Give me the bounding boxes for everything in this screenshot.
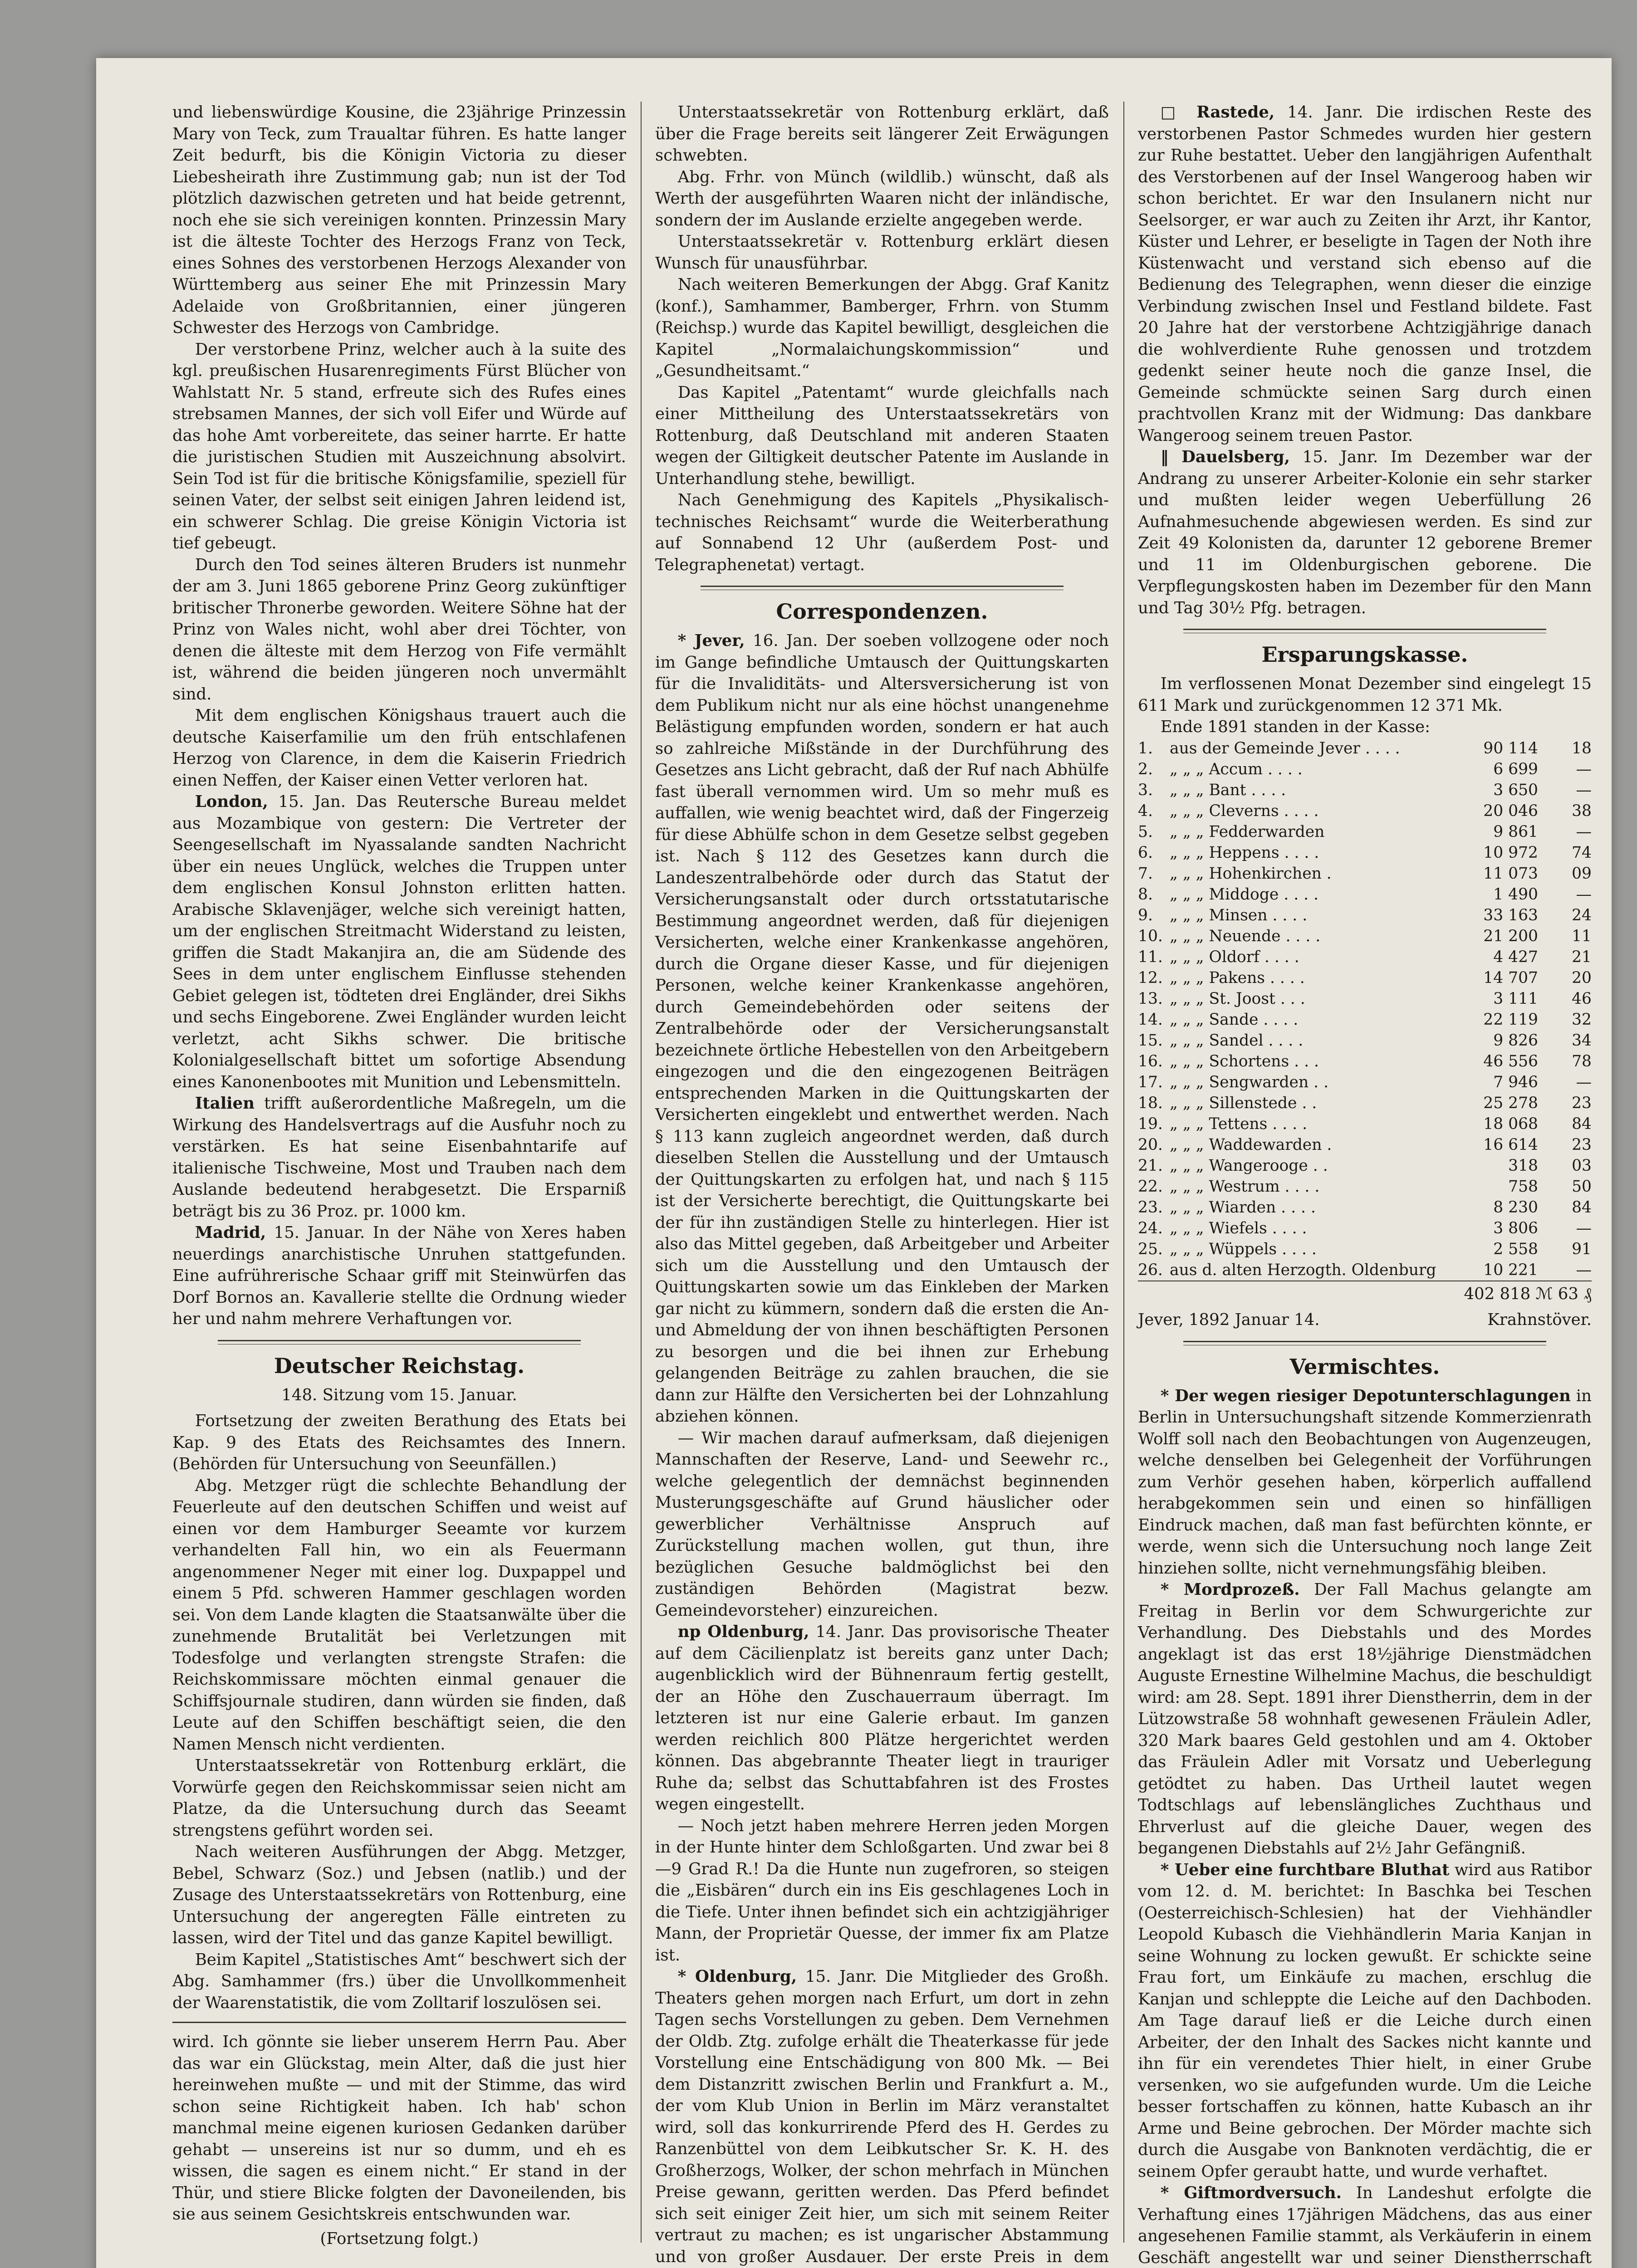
article-text: 16. Jan. Der soeben vollzogene oder noch im Gange befindliche Umtausch der Quittungskarten für die Invaliditäts- und Altersversicherung ist von dem Publikum nicht nur als eine höchst unangenehme Belästigung empfunden worden, sondern er hat auch so zahlreiche Mißstände in der Durchführung des Gesetzes ans Licht gebracht, daß der Ruf nach Abhülfe fast überall vernommen wird. Um so mehr muß es auffallen, wie wenig beachtet wird, daß der Fingerzeig für diese Abhülfe schon in dem Gesetze selbst gegeben ist. Nach § 112 des Gesetzes kann durch die Landeszentralbehörde oder durch das Statut der Versicherungsanstalt oder durch ortsstatutarische Bestimmung angeordnet werden, daß für diejenigen Versicherten, welche einer Krankenkasse angehören, durch die Organe dieser Kasse, und für diejenigen Personen, welche keiner Krankenkasse angehören, durch Gemeindebehörden oder seitens der Zentralbehörde oder der Versicherungsanstalt bezeichnete örtliche Hebestellen von den Arbeitgebern eingezogen und die den eingezogenen Beiträgen entsprechenden Marken in die Quittungskarten der Versicherten eingeklebt und entwerthet werden. Nach § 113 kann zugleich angeordnet werden, daß durch dieselben Stellen die Ausstellung und der Umtausch der Quittungskarten zu erfolgen hat, und nach § 115 ist der Versicherte berechtigt, die Quittungskarte bei der für ihn zuständigen Stelle zu hinterlegen. Hier ist also das Mittel gegeben, daß Arbeitgeber und Arbeiter sich um die Ausstellung und den Umtausch der Quittungskarten sowie um das Einkleben der Marken gar nicht zu kümmern, sondern daß die ersten die An- und Abmeldung der von ihnen beschäftigten Personen zu besorgen und die bei ihnen zur Erhebung gelangenden Beiträge zu zahlen brauchen, die sie dann zur Hälfte den Versicherten bei der Lohnzahlung abziehen können. [655,631,1109,1426]
column-rule [641,102,642,2243]
article-giftmord [1138,2182,1592,2268]
table-row [1138,1009,1592,1030]
signature-line [1138,1309,1592,1331]
table-cell-n: 8. [1138,885,1153,904]
dateline-keyword: ‖ Dauelsberg, [1160,448,1290,466]
table-cell-name: „ „ „ Sillenstede . . [1170,1094,1317,1112]
table-cell-amt: 46 556 [1483,1052,1538,1070]
dateline-keyword: np Oldenburg, [677,1623,809,1641]
table-cell-amt: 25 278 [1483,1094,1538,1112]
table-row [1138,842,1592,863]
article-oldenburg-2 [655,1966,1109,2268]
table-row [1138,988,1592,1009]
paragraph: Unterstaatssekretär von Rottenburg erklärt, daß über die Frage bereits seit längerer Zeit Erwägungen schwebten. [655,103,1109,165]
savings-table [1138,738,1592,1281]
table-cell-amt: 3 806 [1493,1219,1538,1237]
table-cell-pf: 09 [1572,864,1592,883]
table-cell-pf: — [1576,885,1592,904]
table-cell-amt: 20 046 [1483,802,1538,820]
table-cell-name: „ „ „ St. Joost . . . [1170,989,1305,1008]
table-cell-amt: 7 946 [1493,1073,1538,1091]
paragraph: Abg. Frhr. von Münch (wildlib.) wünscht, daß als Werth der ausgeführten Waaren nicht der inländische, sondern der im Auslande erzielte angegeben werde. [655,167,1109,230]
paragraph: Nach weiteren Ausführungen der Abgg. Metzger, Bebel, Schwarz (Soz.) und Jebsen (natlib.) und der Zusage des Unterstaatssekretärs von Rottenburg, eine Untersuchung der angeregten Fälle eintreten zu lassen, wird der Titel und das ganze Kapitel bewilligt. [172,1843,626,1947]
table-cell-amt: 758 [1508,1177,1538,1196]
table-cell-n: 10. [1138,927,1163,945]
table-cell-name: „ „ „ Westrum . . . . [1170,1177,1320,1196]
article-text: Der Fall Machus gelangte am Freitag in Berlin vor dem Schwurgerichte zur Verhandlung. Des Diebstahls und des Mordes angeklagt ist das erst 18½jährige Dienstmädchen Auguste Ernestine Wilhelmine Machus, die beschuldigt wird: am 28. Sept. 1891 ihrer Dienstherrin, dem in der Lützowstraße 58 wohnhaft gewesenen Fräulein Adler, 320 Mark baares Geld gestohlen und am 4. Oktober das Fräulein Adler mit Vorsatz und Ueberlegung getödtet zu haben. Das Urtheil lautet wegen Todtschlags auf lebenslängliches Zuchthaus und Ehrverlust auf die gleiche Dauer, wegen des begangenen Diebstahls auf 2½ Jahr Gefängniß. [1138,1580,1592,1857]
table-cell-amt: 4 427 [1493,948,1538,966]
article-rastede [1138,102,1592,446]
table-cell-pf: 23 [1572,1094,1592,1112]
table-cell-pf: 78 [1572,1052,1592,1070]
table-cell-name: „ „ „ Wiefels . . . . [1170,1219,1307,1237]
table-cell-name: „ „ „ Hohenkirchen . [1170,864,1332,883]
article-text: 14. Janr. Die irdischen Reste des verstorbenen Pastor Schmedes wurden hier gestern zur Ruhe bestattet. Ueber den langjährigen Aufenthalt des Verstorbenen auf der Insel Wangeroog haben wir schon berichtet. Er war den Insulanern nicht nur Seelsorger, er war auch zu Zeiten ihr Arzt, ihr Kantor, Küster und Lehrer, er beseligte in Tagen der Noth ihre Küstenwacht und verstand sich ebenso auf die Bedienung des Telegraphen, wenn dieser die einzige Verbindung zwischen Insel und Festland bildete. Fast 20 Jahre hat der verstorbene Achtzigjährige danach die wohlverdiente Ruhe genossen und trotzdem gedenkt seiner heute noch die ganze Insel, die Gemeinde schmückte seinen Sarg durch einen prachtvollen Kranz mit der Widmung: Das dankbare Wangeroog seinem treuen Pastor. [1138,103,1592,445]
table-cell-n: 17. [1138,1073,1163,1091]
table-cell-pf: 84 [1572,1198,1592,1217]
table-row [1138,759,1592,780]
table-cell-amt: 10 972 [1483,843,1538,862]
table-cell-n: 5. [1138,822,1153,841]
table-cell-amt: 22 119 [1483,1010,1538,1029]
table-cell-amt: 90 114 [1483,739,1538,758]
table-cell-name: „ „ „ Pakens . . . . [1170,968,1305,987]
table-cell-name: „ „ „ Wiarden . . . . [1170,1198,1316,1217]
table-cell-pf: — [1576,1073,1592,1091]
table-row [1138,1155,1592,1176]
article-london [172,791,626,1093]
table-row [1138,905,1592,926]
table-cell-pf: 20 [1572,968,1592,987]
section-heading-vermischtes: Vermischtes. [1289,1354,1440,1379]
column-rule [1123,102,1124,2243]
table-cell-pf: 11 [1572,927,1592,945]
section-divider [218,1340,581,1344]
table-cell-name: „ „ „ Sande . . . . [1170,1010,1299,1029]
table-row [1138,1114,1592,1134]
table-cell-amt: 11 073 [1483,864,1538,883]
dateline-keyword: London, [195,792,268,811]
table-cell-pf: 50 [1572,1177,1592,1196]
table-cell-n: 13. [1138,989,1163,1008]
paragraph: Abg. Metzger rügt die schlechte Behandlung der Feuerleute auf den deutschen Schiffen und weist auf einen vor dem Hamburger Seeamte vor kurzem verhandelten Fall hin, wo ein als Feuermann angenommener Neger mit einer log. Duxpappel und einem 5 Pfd. schweren Hammer geschlagen worden sei. Von dem Lande klagten die Staatsanwälte über die zunehmende Brutalität bei Verletzungen mit Todesfolge und verlangten strengste Strafen: die Reichskommissare möchten einmal genauer die Schiffsjournale studiren, dann würden sie finden, daß Leute auf den Schiffen beschäftigt seien, die den Namen Mensch nicht verdienten. [172,1476,626,1754]
table-cell-amt: 9 861 [1493,822,1538,841]
dateline-keyword: Madrid, [195,1223,266,1242]
table-row [1138,801,1592,821]
article-text: 14. Janr. Das provisorische Theater auf dem Cäcilienplatz ist bereits ganz unter Dach; augenblicklich wird der Bühnenraum fertig gestellt, der an Höhe den Zuschauerraum überragt. Im letzteren ist nur eine Galerie erbaut. Im ganzen werden reichlich 800 Plätze hergerichtet werden können. Das abgebrannte Theater liegt in trauriger Ruhe da; selbst das Schuttabfahren ist des Frostes wegen eingestellt. [655,1623,1109,1813]
section-divider [1183,629,1546,633]
table-row [1138,738,1592,759]
article-oldenburg [655,1621,1109,1815]
table-cell-n: 16. [1138,1052,1163,1070]
table-cell-name: „ „ „ Accum . . . . [1170,760,1303,778]
savings-total: 402 818 ℳ 63 ₰ [1138,1281,1592,1305]
table-cell-name: „ „ „ Minsen . . . . [1170,906,1308,924]
paragraph: Beim Kapitel „Statistisches Amt“ beschwert sich der Abg. Samhammer (frs.) über die Unvollkommenheit der Waarenstatistik, die vom Zolltarif loszulösen sei. [172,1950,626,2012]
table-cell-amt: 2 558 [1493,1240,1538,1258]
table-cell-amt: 33 163 [1483,906,1538,924]
table-cell-pf: 23 [1572,1135,1592,1154]
dateline-keyword: * Oldenburg, [677,1967,797,1986]
dateline-keyword: Italien [195,1094,255,1113]
table-row [1138,821,1592,842]
article-madrid [172,1222,626,1330]
table-cell-pf: 46 [1572,989,1592,1008]
table-row [1138,1260,1592,1281]
table-row [1138,1030,1592,1051]
table-cell-n: 25. [1138,1240,1163,1258]
table-cell-name: „ „ „ Neuende . . . . [1170,927,1321,945]
table-cell-amt: 16 614 [1483,1135,1538,1154]
table-cell-amt: 18 068 [1483,1114,1538,1133]
table-cell-pf: 38 [1572,802,1592,820]
feuilleton-text: wird. Ich gönnte sie lieber unserem Herrn Pau. Aber das war ein Glückstag, mein Alter, daß die just hier hereinwehen mußte — und mit der Stimme, das wird schon seine Richtigkeit haben. Ich hab' schon manchmal meine eigenen kuriosen Gedanken darüber gehabt — unsereins ist nur so dumm, und eh es wissen, die sagen es einem nicht.“ Er stand in der Thür, und stiere Blicke folgten der Davoneilenden, bis sie aus seinem Gesichtskreis entschwunden war. [172,2033,626,2224]
table-cell-amt: 318 [1508,1156,1538,1175]
article-text: 15. Jan. Das Reutersche Bureau meldet aus Mozambique von gestern: Die Vertreter der Seengesellschaft im Nyassalande sandten Nachricht über ein neues Unglück, welches die Truppen unter dem englischen Konsul Johnston erlitten hatten. Arabische Sklavenjäger, welche sich vereinigt hatten, um der englischen Streitmacht Widerstand zu leisten, griffen die Stadt Makanjira an, die am Südende des Sees in dem unter englischem Einflusse stehenden Gebiet gelegen ist, tödteten drei Engländer, drei Sikhs und sechs Eingeborene. Zwei Engländer wurden leicht verletzt, acht Sikhs schwer. Die britische Kolonialgesellschaft bittet um sofortige Absendung eines Kanonenbootes mit Munition und Lebensmitteln. [172,792,626,1091]
table-cell-n: 15. [1138,1031,1163,1050]
table-row [1138,1093,1592,1114]
table-cell-amt: 10 221 [1483,1261,1538,1279]
table-cell-pf: 24 [1572,906,1592,924]
table-cell-name: „ „ „ Waddewarden . [1170,1135,1332,1154]
table-cell-pf: 34 [1572,1031,1592,1050]
paragraph: — Wir machen darauf aufmerksam, daß diejenigen Mannschaften der Reserve, Land- und Seewehr rc., welche gelegentlich der demnächst beginnenden Musterungsgeschäfte auf Grund häuslicher oder gewerblicher Verhältnisse Anspruch auf Zurückstellung machen wollen, gut thun, ihre bezüglichen Gesuche baldmöglichst bei den zuständigen Behörden (Magistrat bezw. Gemeindevorsteher) einzureichen. [655,1428,1109,1620]
table-cell-pf: — [1576,822,1592,841]
table-cell-pf: — [1576,1219,1592,1237]
table-cell-n: 4. [1138,802,1153,820]
table-cell-name: „ „ „ Schortens . . . [1170,1052,1319,1070]
table-cell-name: aus d. alten Herzogth. Oldenburg [1170,1261,1436,1279]
table-cell-pf: 21 [1572,948,1592,966]
table-cell-n: 26. [1138,1261,1163,1279]
paragraph: Das Kapitel „Patentamt“ wurde gleichfalls nach einer Mittheilung des Unterstaatssekretärs von Rottenburg, daß Deutschland mit anderen Staaten wegen der Giltigkeit deutscher Patente im Auslande in Unterhandlung stehe, bewilligt. [655,383,1109,488]
section-heading-correspondenzen: Correspondenzen. [776,599,988,624]
paragraph: Durch den Tod seines älteren Bruders ist nunmehr der am 3. Juni 1865 geborene Prinz Georg zukünftiger britischer Thronerbe geworden. Weitere Söhne hat der Prinz von Wales nicht, wohl aber drei Töchter, von denen die älteste mit dem Herzog von Fife vermählt ist, während die beiden jüngeren noch unvermählt sind. [172,555,626,704]
table-row [1138,1218,1592,1239]
table-cell-name: „ „ „ Sengwarden . . [1170,1073,1329,1091]
article-mordprozess [1138,1579,1592,1859]
dateline-keyword: * Ueber eine furchtbare Bluthat [1160,1860,1450,1879]
table-cell-name: „ „ „ Cleverns . . . . [1170,802,1319,820]
article-text: 15. Janr. Im Dezember war der Andrang zu unserer Arbeiter-Kolonie ein sehr starker und mußten leider wegen Ueberfüllung 26 Aufnahmesuchende abgewiesen werden. Es sind zur Zeit 49 Kolonisten da, darunter 12 geborene Bremer und 11 im Oldenburgischen geborene. Die Verpflegungskosten haben im Dezember für den Mann und Tag 30½ Pfg. betragen. [1138,448,1592,617]
article-text: 15. Januar. In der Nähe von Xeres haben neuerdings anarchistische Unruhen stattgefunden. Eine aufrührerische Schaar griff mit Steinwürfen das Dorf Bornos an. Kavallerie stellte die Ordnung wieder her und nahm mehrere Verhaftungen vor. [172,1223,626,1328]
article-jever [655,630,1109,1427]
column-2 [655,102,1109,2266]
paragraph: Ende 1891 standen in der Kasse: [1160,718,1431,736]
column-1 [172,102,626,2248]
table-cell-n: 11. [1138,948,1163,966]
column-3 [1138,102,1592,2267]
paragraph: Unterstaatssekretär v. Rottenburg erklärt diesen Wunsch für unausführbar. [655,232,1109,273]
dateline-keyword: * Giftmordversuch. [1160,2184,1342,2202]
table-cell-pf: — [1576,1261,1592,1279]
dateline-keyword: * Mordprozeß. [1160,1580,1300,1599]
table-row [1138,1072,1592,1093]
paragraph: Nach Genehmigung des Kapitels „Physikalisch-technisches Reichsamt“ wurde die Weiterberathung auf Sonnabend 12 Uhr (außerdem Post- und Telegraphenetat) vertagt. [655,491,1109,574]
article-text: in Berlin in Untersuchungshaft sitzende Kommerzienrath Wolff soll nach den Beobachtungen von Augenzeugen, welche denselben bei Gelegenheit der Vorführungen zum Verhör gesehen haben, körperlich auffallend herabgekommen sein und einen so hinfälligen Eindruck machen, daß man fast befürchten könnte, er werde, wenn sich die Untersuchung noch lange Zeit hinziehen sollte, nicht vernehmungsfähig bleiben. [1138,1386,1592,1578]
paragraph: — Noch jetzt haben mehrere Herren jeden Morgen in der Hunte hinter dem Schloßgarten. Und zwar bei 8—9 Grad R.! Da die Hunte nun zugefroren, so steigen die „Eisbären“ durch ein ins Eis geschlagenes Loch in die Tiefe. Unter ihnen befindet sich ein achtzigjähriger Mann, der Proprietär Quesse, der immer fix am Platze ist. [655,1816,1109,1965]
table-cell-n: 3. [1138,781,1153,799]
table-row [1138,1134,1592,1155]
table-cell-n: 12. [1138,968,1163,987]
table-cell-pf: — [1576,781,1592,799]
table-cell-n: 18. [1138,1094,1163,1112]
table-cell-amt: 1 490 [1493,885,1538,904]
feuilleton-rule [172,2022,626,2023]
article-text: trifft außerordentliche Maßregeln, um die Wirkung des Handelsvertrags auf die Ausfuhr noch zu verstärken. Es hat seine Eisenbahntarife auf italienische Tischweine, Most und Trauben nach dem Auslande bedeutend herabgesetzt. Die Ersparniß beträgt bis zu 36 Proz. pr. 1000 km. [172,1094,626,1221]
section-heading-reichstag: Deutscher Reichstag. [274,1353,525,1378]
table-row [1138,780,1592,801]
session-subheading: 148. Sitzung vom 15. Januar. [281,1385,517,1404]
table-row [1138,926,1592,947]
section-divider [701,586,1064,590]
table-cell-name: „ „ „ Wangerooge . . [1170,1156,1328,1175]
date-place: Jever, 1892 Januar 14. [1138,1310,1320,1329]
table-cell-amt: 3 650 [1493,781,1538,799]
table-cell-n: 23. [1138,1198,1163,1217]
section-heading-ersparungskasse: Ersparungskasse. [1261,642,1468,667]
table-row [1138,1051,1592,1072]
paragraph: Mit dem englischen Königshaus trauert auch die deutsche Kaiserfamilie um den früh entschlafenen Herzog von Clarence, in dem die Kaiserin Friedrich einen Neffen, der Kaiser einen Vetter verloren hat. [172,706,626,790]
table-cell-pf: 74 [1572,843,1592,862]
table-cell-name: „ „ „ Heppens . . . . [1170,843,1319,862]
paragraph: Nach weiteren Bemerkungen der Abgg. Graf Kanitz (konf.), Samhammer, Bamberger, Frhrn. von Stumm (Reichsp.) wurde das Kapitel bewilligt, desgleichen die Kapitel „Normalaichungskommission“ und „Gesundheitsamt.“ [655,275,1109,380]
table-row [1138,1197,1592,1218]
article-dauelsberg [1138,446,1592,619]
table-cell-pf: — [1576,760,1592,778]
table-cell-name: „ „ „ Middoge . . . . [1170,885,1319,904]
table-cell-amt: 6 699 [1493,760,1538,778]
paragraph: und liebenswürdige Kousine, die 23jährige Prinzessin Mary von Teck, zum Traualtar führen. Es hatte langer Zeit bedurft, bis die Königin Victoria zu dieser Liebesheirath ihre Zustimmung gab; nun ist der Tod plötzlich dazwischen getreten und hat beide getrennt, noch ehe sie sich vereinigen konnten. Prinzessin Mary ist die älteste Tochter des Herzogs Franz von Teck, eines Sohnes des verstorbenen Herzogs Alexander von Württemberg aus seiner Ehe mit Prinzessin Mary Adelaide von Großbritannien, einer jüngeren Schwester des Herzogs von Cambridge. [172,103,626,337]
table-cell-n: 7. [1138,864,1153,883]
table-cell-name: „ „ „ Oldorf . . . . [1170,948,1299,966]
table-cell-amt: 3 111 [1493,989,1538,1008]
table-cell-n: 19. [1138,1114,1163,1133]
table-cell-n: 24. [1138,1219,1163,1237]
table-row [1138,1176,1592,1197]
continuation-note: (Fortsetzung folgt.) [320,2229,479,2248]
paragraph: Der verstorbene Prinz, welcher auch à la suite des kgl. preußischen Husarenregiments Fürst Blücher von Wahlstatt Nr. 5 stand, erfreute sich des Rufes eines strebsamen Mannes, der sich voll Eifer und Würde auf das hohe Amt vorbereitete, das seiner harrte. Er hatte die juristischen Studien mit Auszeichnung absolvirt. Sein Tod ist für die britische Königsfamilie, speziell für seinen Vater, der selbst seit einigen Jahren leidend ist, ein schwerer Schlag. Die greise Königin Victoria ist tief gebeugt. [172,340,626,552]
table-row [1138,863,1592,884]
article-text: In Landeshut erfolgte die Verhaftung eines 17jährigen Mädchens, das aus einer angesehenen Familie stammt, als Verkäuferin in einem Geschäft angestellt war und seiner Dienstherrschaft [1138,2184,1592,2267]
newspaper-page [96,58,1612,2268]
table-cell-name: aus der Gemeinde Jever . . . . [1170,739,1400,758]
paragraph: Im verflossenen Monat Dezember sind eingelegt 15 611 Mark und zurückgenommen 12 371 Mk. [1138,675,1592,715]
table-cell-amt: 9 826 [1493,1031,1538,1050]
dateline-keyword: * Jever, [677,631,745,650]
table-cell-name: „ „ „ Wüppels . . . . [1170,1240,1317,1258]
table-cell-n: 9. [1138,906,1153,924]
table-cell-amt: 14 707 [1483,968,1538,987]
table-cell-pf: 18 [1572,739,1592,758]
table-cell-pf: 84 [1572,1114,1592,1133]
section-divider [1183,1341,1546,1345]
table-cell-n: 6. [1138,843,1153,862]
paragraph: Fortsetzung der zweiten Berathung des Etats bei Kap. 9 des Etats des Reichsamtes des Innern. (Behörden für Untersuchung von Seeunfällen.) [172,1412,626,1473]
article-text: 15. Janr. Die Mitglieder des Großh. Theaters gehen morgen nach Erfurt, um dort in zehn Tagen sechs Vorstellungen zu geben. Dem Vernehmen der Oldb. Ztg. zufolge erhält die Theaterkasse für jede Vorstellung eine Entschädigung von 800 Mk. — Bei dem Distanzritt zwischen Berlin und Frankfurt a. M., der vom Klub Union in Berlin im März veranstaltet wird, soll das konkurrirende Pferd des H. Gerdes zu Ranzenbüttel von dem Leibkutscher Sr. K. H. des Großherzogs, Wolker, der schon mehrfach in München Preise gewann, geritten werden. Das Pferd befindet sich seit einiger Zeit hier, um sich mit seinem Reiter vertraut zu machen; es ist ungarischer Abstammung und von großer Ausdauer. Der erste Preis in dem [655,1967,1109,2266]
signature: Krahnstöver. [1487,1310,1592,1329]
table-row [1138,947,1592,968]
table-cell-n: 20. [1138,1135,1163,1154]
table-cell-n: 21. [1138,1156,1163,1175]
article-text: wird aus Ratibor vom 12. d. M. berichtet: In Baschka bei Teschen (Oesterreichisch-Schlesien) hat der Viehhändler Leopold Kubasch die Viehhändlerin Maria Kanjan in seine Wohnung zu locken gewußt. Er schickte seine Frau fort, um Einkäufe zu machen, erschlug die Kanjan und schleppte die Leiche auf den Dachboden. Am Tage darauf ließ er die Leiche durch einen Arbeiter, der den Inhalt des Sackes nicht kannte und ihn für ein verendetes Thier hielt, in einer Grube versenken, wo sie aufgefunden wurde. Um die Leiche besser fortschaffen zu können, hatte Kubasch an ihr Arme und Beine gebrochen. Der Mörder machte sich durch die Ausgabe von Banknoten verdächtig, die er seinem Opfer geraubt hatte, und wurde verhaftet. [1138,1860,1592,2181]
table-cell-n: 1. [1138,739,1153,758]
table-cell-n: 2. [1138,760,1153,778]
dateline-keyword: * Der wegen riesiger Depotunterschlagungen [1160,1386,1571,1405]
table-cell-amt: 21 200 [1483,927,1538,945]
table-cell-pf: 03 [1572,1156,1592,1175]
table-cell-name: „ „ „ Sandel . . . . [1170,1031,1304,1050]
table-row [1138,968,1592,988]
table-cell-pf: 32 [1572,1010,1592,1029]
table-cell-amt: 8 230 [1493,1198,1538,1217]
paragraph: Unterstaatssekretär von Rottenburg erklärt, die Vorwürfe gegen den Reichskommissar seien nicht am Platze, da die Untersuchung durch das Seeamt strengstens geführt worden sei. [172,1756,626,1840]
table-row [1138,884,1592,905]
article-bluthat [1138,1859,1592,2183]
table-cell-name: „ „ „ Fedderwarden [1170,822,1325,841]
article-depot [1138,1385,1592,1579]
table-row [1138,1239,1592,1260]
table-cell-n: 14. [1138,1010,1163,1029]
dateline-keyword: □ Rastede, [1160,103,1275,122]
table-cell-name: „ „ „ Tettens . . . . [1170,1114,1308,1133]
article-italien [172,1093,626,1222]
table-cell-n: 22. [1138,1177,1163,1196]
table-cell-name: „ „ „ Bant . . . . [1170,781,1286,799]
table-cell-pf: 91 [1572,1240,1592,1258]
